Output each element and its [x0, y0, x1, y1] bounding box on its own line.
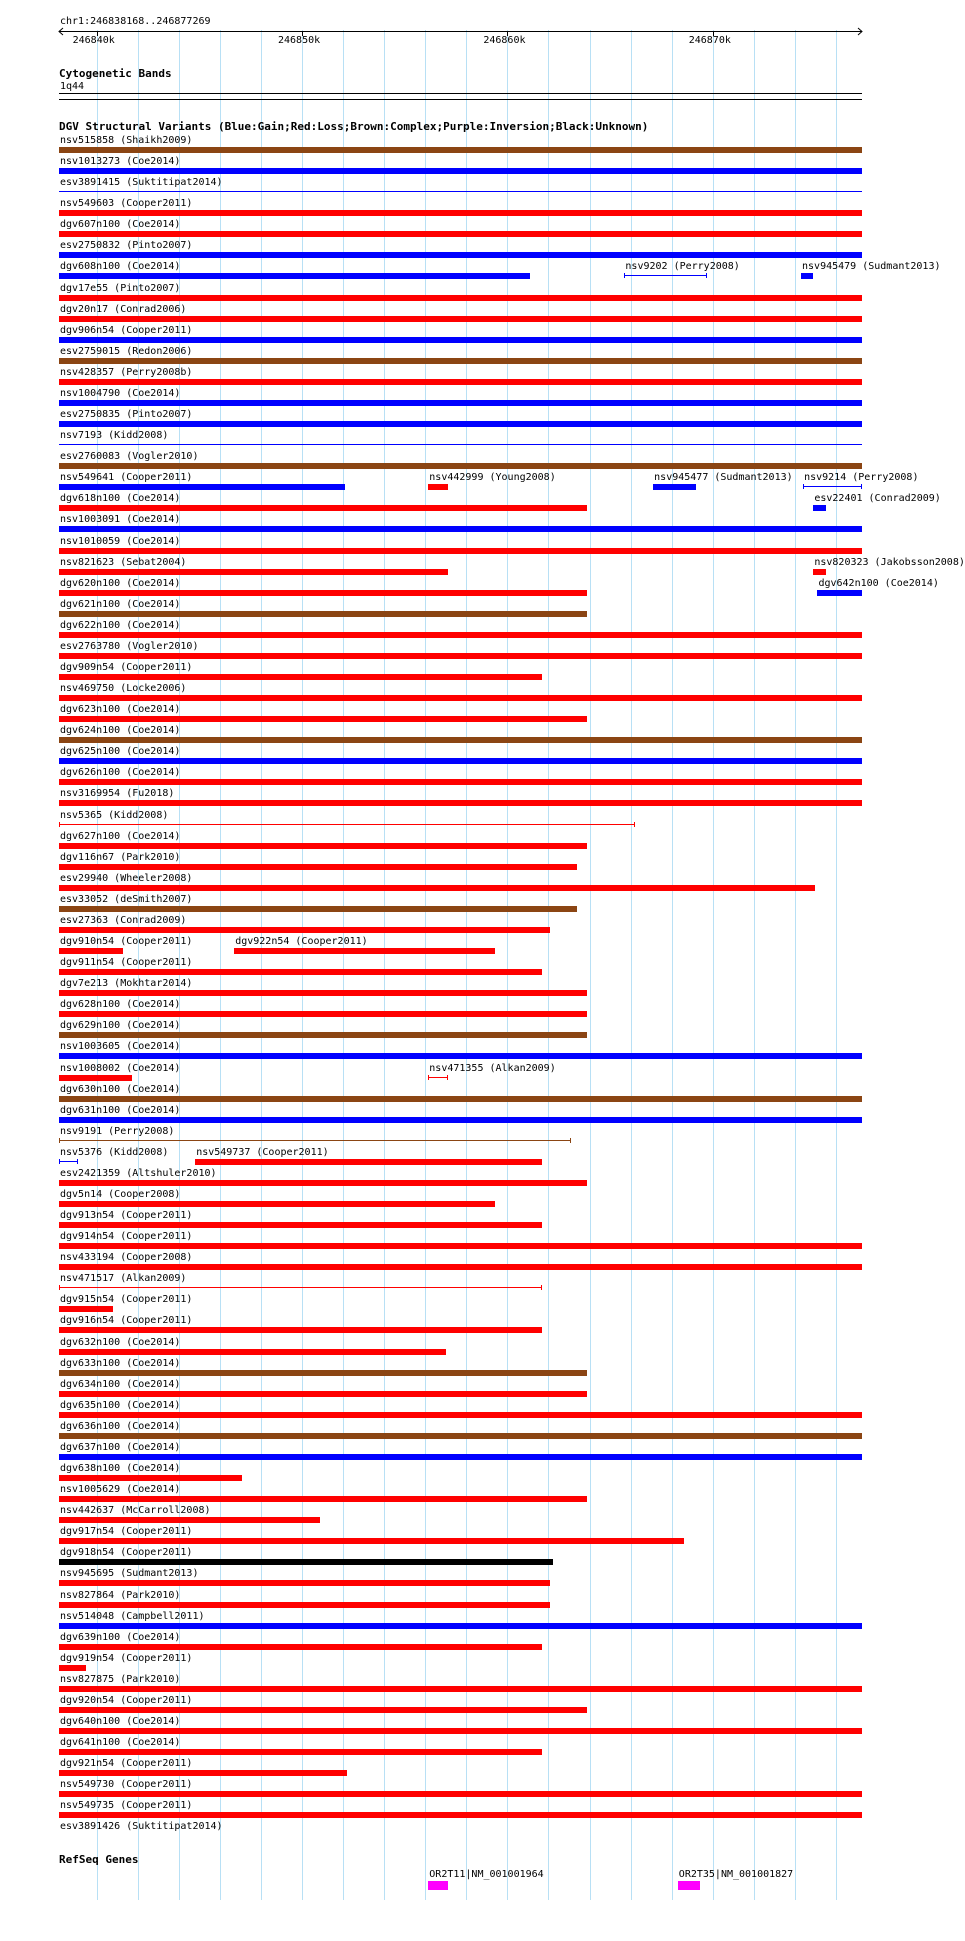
sv-label[interactable]: nsv442637 (McCarroll2008) — [60, 1505, 211, 1517]
ruler-tick-label: 246870k — [688, 35, 731, 46]
sv-feature[interactable] — [59, 526, 862, 532]
sv-feature[interactable] — [59, 1011, 587, 1017]
sv-feature[interactable] — [59, 444, 862, 445]
ruler-tick-label: 246860k — [483, 35, 526, 46]
sv-label[interactable]: nsv549603 (Cooper2011) — [60, 198, 193, 210]
sv-label[interactable]: dgv623n100 (Coe2014) — [60, 704, 181, 716]
gene-feature[interactable] — [678, 1881, 701, 1890]
sv-label[interactable]: nsv945695 (Sudmant2013) — [60, 1568, 199, 1580]
sv-feature[interactable] — [59, 822, 635, 827]
sv-label[interactable]: dgv914n54 (Cooper2011) — [60, 1231, 193, 1243]
sv-feature[interactable] — [801, 273, 813, 279]
sv-label[interactable]: dgv638n100 (Coe2014) — [60, 1463, 181, 1475]
sv-feature[interactable] — [59, 191, 862, 192]
sv-label[interactable]: esv2750832 (Pinto2007) — [60, 240, 193, 252]
sv-feature[interactable] — [59, 1686, 862, 1692]
sv-label[interactable]: nsv827875 (Park2010) — [60, 1673, 181, 1685]
sv-label[interactable]: nsv1008002 (Coe2014) — [60, 1062, 181, 1074]
sv-feature[interactable] — [59, 590, 587, 596]
sv-label[interactable]: nsv514048 (Campbell2011) — [60, 1610, 205, 1622]
sv-label[interactable]: esv2760083 (Vogler2010) — [60, 451, 199, 463]
sv-feature[interactable] — [59, 1665, 86, 1671]
sv-feature[interactable] — [59, 990, 587, 996]
sv-feature[interactable] — [59, 1749, 542, 1755]
sv-label[interactable]: nsv549730 (Cooper2011) — [60, 1779, 193, 1791]
sv-feature[interactable] — [59, 1053, 862, 1059]
sv-label[interactable]: nsv827864 (Park2010) — [60, 1589, 181, 1601]
sv-feature[interactable] — [59, 674, 542, 680]
sv-label[interactable]: dgv915n54 (Cooper2011) — [60, 1294, 193, 1306]
sv-feature[interactable] — [59, 1306, 113, 1312]
sv-label[interactable]: dgv637n100 (Coe2014) — [60, 1441, 181, 1453]
sv-label[interactable]: nsv549735 (Cooper2011) — [60, 1800, 193, 1812]
sv-feature[interactable] — [59, 210, 862, 216]
sv-label[interactable]: esv2763780 (Vogler2010) — [60, 640, 199, 652]
sv-feature[interactable] — [59, 400, 862, 406]
sv-feature[interactable] — [59, 632, 862, 638]
position-label: chr1:246838168..246877269 — [60, 16, 211, 27]
sv-label[interactable]: esv3891415 (Suktitipat2014) — [60, 177, 223, 189]
sv-feature[interactable] — [59, 421, 862, 427]
sv-feature[interactable] — [59, 1602, 550, 1608]
sv-label[interactable]: nsv5365 (Kidd2008) — [60, 809, 169, 821]
sv-label[interactable]: dgv628n100 (Coe2014) — [60, 999, 181, 1011]
sv-feature[interactable] — [59, 864, 577, 870]
sv-label[interactable]: dgv641n100 (Coe2014) — [60, 1737, 181, 1749]
sv-feature[interactable] — [59, 758, 862, 764]
cyto-band-label: 1q44 — [60, 81, 85, 92]
sv-label[interactable]: dgv921n54 (Cooper2011) — [60, 1758, 193, 1770]
sv-feature[interactable] — [59, 168, 862, 174]
sv-feature[interactable] — [817, 590, 862, 596]
sv-label[interactable]: esv2421359 (Altshuler2010) — [60, 1167, 217, 1179]
sv-feature[interactable] — [59, 1096, 862, 1102]
sv-feature[interactable] — [234, 948, 495, 954]
sv-feature[interactable] — [59, 231, 862, 237]
sv-feature[interactable] — [59, 1770, 347, 1776]
sv-feature[interactable] — [59, 1475, 242, 1481]
sv-feature[interactable] — [59, 1138, 571, 1143]
sv-label[interactable]: nsv945477 (Sudmant2013) — [654, 472, 793, 484]
sv-label[interactable]: dgv626n100 (Coe2014) — [60, 767, 181, 779]
sv-feature[interactable] — [428, 1075, 448, 1080]
sv-feature[interactable] — [59, 800, 862, 806]
sv-feature[interactable] — [59, 1538, 684, 1544]
sv-label[interactable]: nsv9202 (Perry2008) — [625, 261, 740, 273]
sv-feature[interactable] — [59, 843, 587, 849]
sv-feature[interactable] — [59, 147, 862, 153]
sv-label[interactable]: dgv918n54 (Cooper2011) — [60, 1547, 193, 1559]
sv-label[interactable]: nsv428357 (Perry2008b) — [60, 366, 193, 378]
sv-label[interactable]: nsv9191 (Perry2008) — [60, 1125, 175, 1137]
sv-label[interactable]: dgv640n100 (Coe2014) — [60, 1716, 181, 1727]
sv-feature[interactable] — [59, 1791, 862, 1797]
dgv-track-title: DGV Structural Variants (Blue:Gain;Red:Loss;Brown:Complex;Purple:Inversion;Black:Unknown) — [59, 120, 649, 133]
sv-feature[interactable] — [59, 1496, 587, 1502]
sv-feature[interactable] — [59, 906, 577, 912]
sv-label[interactable]: dgv630n100 (Coe2014) — [60, 1083, 181, 1095]
sv-feature[interactable] — [59, 1391, 587, 1397]
sv-label[interactable]: nsv820323 (Jakobsson2008) — [814, 556, 965, 568]
sv-feature[interactable] — [59, 569, 448, 575]
sv-label[interactable]: dgv639n100 (Coe2014) — [60, 1631, 181, 1643]
sv-label[interactable]: dgv634n100 (Coe2014) — [60, 1378, 181, 1390]
sv-feature[interactable] — [428, 484, 448, 490]
sv-label[interactable]: dgv17e55 (Pinto2007) — [60, 282, 181, 294]
sv-label[interactable]: dgv629n100 (Coe2014) — [60, 1020, 181, 1032]
sv-label[interactable]: dgv632n100 (Coe2014) — [60, 1336, 181, 1348]
sv-feature[interactable] — [59, 1517, 320, 1523]
sv-feature[interactable] — [59, 484, 345, 490]
sv-feature[interactable] — [59, 1370, 587, 1376]
sv-label[interactable]: nsv821623 (Sebat2004) — [60, 556, 187, 568]
sv-feature[interactable] — [195, 1159, 542, 1165]
sv-label[interactable]: nsv1005629 (Coe2014) — [60, 1484, 181, 1496]
sv-label[interactable]: nsv1003605 (Coe2014) — [60, 1041, 181, 1053]
sv-label[interactable]: nsv1003091 (Coe2014) — [60, 514, 181, 526]
sv-label[interactable]: nsv442999 (Young2008) — [429, 472, 556, 484]
sv-feature[interactable] — [59, 1623, 862, 1629]
sv-feature[interactable] — [59, 337, 862, 343]
sv-label[interactable]: esv2750835 (Pinto2007) — [60, 409, 193, 421]
sv-label[interactable]: dgv906n54 (Cooper2011) — [60, 324, 193, 336]
gene-label[interactable]: OR2T35|NM_001001827 — [678, 1869, 794, 1880]
sv-feature[interactable] — [59, 379, 862, 385]
sv-label[interactable]: nsv7193 (Kidd2008) — [60, 430, 169, 442]
sv-feature[interactable] — [59, 273, 530, 279]
sv-label[interactable]: dgv633n100 (Coe2014) — [60, 1357, 181, 1369]
sv-label[interactable]: esv29940 (Wheeler2008) — [60, 872, 193, 884]
sv-feature[interactable] — [59, 1285, 542, 1290]
sv-feature[interactable] — [59, 1327, 542, 1333]
sv-label[interactable]: dgv624n100 (Coe2014) — [60, 725, 181, 737]
sv-label[interactable]: dgv910n54 (Cooper2011) — [60, 936, 193, 948]
sv-label[interactable]: nsv549737 (Cooper2011) — [196, 1146, 329, 1158]
sv-label[interactable]: nsv471517 (Alkan2009) — [60, 1273, 187, 1285]
sv-label[interactable]: dgv635n100 (Coe2014) — [60, 1399, 181, 1411]
sv-label[interactable]: dgv625n100 (Coe2014) — [60, 746, 181, 758]
sv-feature[interactable] — [59, 779, 862, 785]
sv-feature[interactable] — [59, 505, 587, 511]
sv-feature[interactable] — [59, 1412, 862, 1418]
sv-feature[interactable] — [59, 252, 862, 258]
sv-label[interactable]: dgv627n100 (Coe2014) — [60, 830, 181, 842]
sv-label[interactable]: nsv9214 (Perry2008) — [804, 472, 919, 484]
sv-label[interactable]: nsv433194 (Cooper2008) — [60, 1252, 193, 1264]
sv-feature[interactable] — [59, 653, 862, 659]
sv-feature[interactable] — [59, 885, 815, 891]
sv-feature[interactable] — [59, 948, 123, 954]
sv-label[interactable]: dgv7e213 (Mokhtar2014) — [60, 978, 193, 990]
sv-label[interactable]: dgv909n54 (Cooper2011) — [60, 662, 193, 673]
cyto-band-line-top — [59, 93, 862, 94]
sv-feature[interactable] — [59, 716, 587, 722]
sv-feature[interactable] — [59, 1180, 587, 1186]
sv-feature[interactable] — [59, 295, 862, 301]
sv-feature[interactable] — [59, 1243, 862, 1249]
sv-label[interactable]: esv33052 (deSmith2007) — [60, 893, 193, 905]
sv-feature[interactable] — [59, 316, 862, 322]
sv-feature[interactable] — [59, 737, 862, 743]
cyto-band-line-bottom — [59, 99, 862, 100]
sv-label[interactable]: dgv621n100 (Coe2014) — [60, 598, 181, 610]
sv-feature[interactable] — [59, 1580, 550, 1586]
sv-feature[interactable] — [59, 1559, 553, 1565]
sv-feature[interactable] — [653, 484, 696, 490]
sv-feature[interactable] — [59, 1454, 862, 1460]
sv-feature[interactable] — [59, 1032, 587, 1038]
sv-label[interactable]: dgv913n54 (Cooper2011) — [60, 1210, 193, 1222]
sv-label[interactable]: dgv919n54 (Cooper2011) — [60, 1652, 193, 1664]
sv-feature[interactable] — [59, 1644, 542, 1650]
sv-label[interactable]: nsv549641 (Cooper2011) — [60, 472, 193, 484]
sv-label[interactable]: dgv5n14 (Cooper2008) — [60, 1189, 181, 1200]
sv-label[interactable]: dgv920n54 (Cooper2011) — [60, 1694, 193, 1706]
sv-label[interactable]: nsv515858 (Shaikh2009) — [60, 135, 193, 146]
sv-label[interactable]: nsv5376 (Kidd2008) — [60, 1146, 169, 1158]
sv-feature[interactable] — [59, 1159, 78, 1164]
refseq-track-title: RefSeq Genes — [59, 1853, 139, 1866]
sv-label[interactable]: esv22401 (Conrad2009) — [814, 493, 941, 505]
sv-feature[interactable] — [59, 1728, 862, 1734]
sv-label[interactable]: nsv469750 (Locke2006) — [60, 683, 187, 695]
sv-label[interactable]: esv3891426 (Suktitipat2014) — [60, 1821, 223, 1833]
sv-label[interactable]: dgv622n100 (Coe2014) — [60, 619, 181, 631]
sv-label[interactable]: dgv618n100 (Coe2014) — [60, 493, 181, 505]
sv-feature[interactable] — [59, 1707, 587, 1713]
sv-label[interactable]: dgv620n100 (Coe2014) — [60, 577, 181, 589]
sv-feature[interactable] — [59, 463, 862, 469]
ruler-tick-label: 246850k — [277, 35, 321, 46]
sv-label[interactable]: dgv608n100 (Coe2014) — [60, 261, 181, 273]
gene-label[interactable]: OR2T11|NM_001001964 — [429, 1869, 544, 1880]
sv-label[interactable]: dgv116n67 (Park2010) — [60, 851, 181, 863]
sv-label[interactable]: nsv1013273 (Coe2014) — [60, 156, 181, 168]
gene-feature[interactable] — [428, 1881, 448, 1890]
sv-feature[interactable] — [59, 548, 862, 554]
sv-feature[interactable] — [59, 1812, 862, 1818]
sv-label[interactable]: dgv636n100 (Coe2014) — [60, 1420, 181, 1432]
sv-feature[interactable] — [59, 1075, 132, 1081]
sv-feature[interactable] — [813, 569, 825, 575]
sv-feature[interactable] — [59, 611, 587, 617]
sv-feature[interactable] — [59, 1201, 495, 1207]
sv-feature[interactable] — [59, 969, 542, 975]
sv-label[interactable]: dgv911n54 (Cooper2011) — [60, 957, 193, 969]
sv-label[interactable]: esv27363 (Conrad2009) — [60, 914, 187, 926]
sv-label[interactable]: dgv607n100 (Coe2014) — [60, 219, 181, 231]
sv-label[interactable]: nsv945479 (Sudmant2013) — [802, 261, 941, 273]
sv-feature[interactable] — [59, 695, 862, 701]
sv-feature[interactable] — [59, 358, 862, 364]
sv-label[interactable]: nsv471355 (Alkan2009) — [429, 1062, 556, 1074]
sv-feature[interactable] — [59, 1264, 862, 1270]
sv-label[interactable]: dgv642n100 (Coe2014) — [818, 577, 939, 589]
sv-label[interactable]: nsv3169954 (Fu2018) — [60, 788, 175, 800]
sv-feature[interactable] — [59, 1349, 446, 1355]
sv-label[interactable]: nsv1010059 (Coe2014) — [60, 535, 181, 547]
ruler-tick-label: 246840k — [72, 35, 115, 46]
sv-feature[interactable] — [59, 1433, 862, 1439]
sv-label[interactable]: dgv916n54 (Cooper2011) — [60, 1315, 193, 1327]
sv-feature[interactable] — [59, 1222, 542, 1228]
sv-label[interactable]: dgv922n54 (Cooper2011) — [235, 936, 368, 948]
sv-label[interactable]: esv2759015 (Redon2006) — [60, 345, 193, 357]
sv-label[interactable]: nsv1004790 (Coe2014) — [60, 387, 181, 399]
sv-feature[interactable] — [803, 484, 862, 489]
sv-feature[interactable] — [59, 927, 550, 933]
sv-feature[interactable] — [624, 273, 706, 278]
sv-label[interactable]: dgv631n100 (Coe2014) — [60, 1104, 181, 1116]
sv-feature[interactable] — [59, 1117, 862, 1123]
sv-label[interactable]: dgv20n17 (Conrad2006) — [60, 303, 187, 315]
sv-label[interactable]: dgv917n54 (Cooper2011) — [60, 1526, 193, 1538]
sv-feature[interactable] — [813, 505, 825, 511]
cyto-track-title: Cytogenetic Bands — [59, 67, 172, 80]
